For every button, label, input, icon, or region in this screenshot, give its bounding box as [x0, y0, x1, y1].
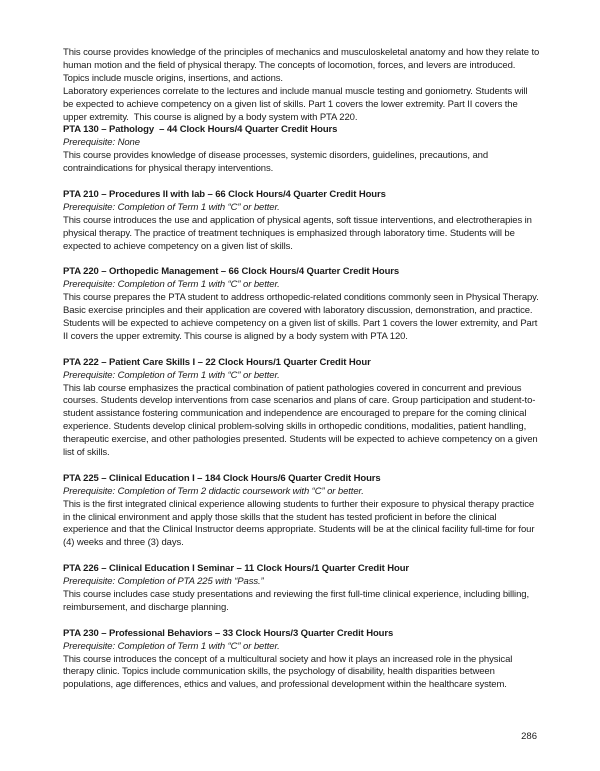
intro-paragraph-1: This course provides knowledge of the principles of mechanics and musculoskeletal anatomy and how they relate to human motion and the field of physical therapy. The concepts of locomotion, forces, and levers are introduced. Topics include muscle origins, insertions, and actions. — [63, 47, 542, 84]
course-description: This course introduces the use and application of physical agents, soft tissue interventions, and electrotherapies in physical therapy. The practice of treatment techniques is emphasized through laboratory time. Students will be expected to achieve competency on a given list of skills. — [63, 214, 535, 252]
course-prerequisite: Prerequisite: Completion of Term 2 didactic coursework with “C” or better. — [63, 485, 364, 497]
course-section-pta-230 — [63, 628, 540, 693]
document-page — [63, 47, 540, 705]
course-prerequisite: Prerequisite: Completion of PTA 225 with “Pass.” — [63, 576, 264, 588]
course-title: PTA 130 – Pathology – 44 Clock Hours/4 Quarter Credit Hours — [63, 124, 338, 136]
course-title: PTA 226 – Clinical Education I Seminar – 11 Clock Hours/1 Quarter Credit Hour — [63, 563, 410, 575]
course-title: PTA 230 – Professional Behaviors – 33 Clock Hours/3 Quarter Credit Hours — [63, 627, 394, 639]
course-section-pta-130 — [63, 124, 540, 176]
course-description: This course provides knowledge of disease processes, systemic disorders, guidelines, precautions, and contraindications for physical therapy interventions. — [63, 150, 491, 175]
course-title: PTA 225 – Clinical Education I – 184 Clock Hours/6 Quarter Credit Hours — [63, 472, 381, 484]
course-description: This course includes case study presentations and reviewing the first full-time clinical experience, including billing, reimbursement, and discharge planning. — [63, 588, 532, 613]
course-section-pta-226 — [63, 563, 540, 615]
course-section-pta-220 — [63, 266, 540, 343]
course-section-pta-210 — [63, 189, 540, 254]
page-number: 286 — [521, 731, 537, 742]
course-prerequisite: Prerequisite: None — [63, 137, 140, 149]
course-prerequisite: Prerequisite: Completion of Term 1 with “C” or better. — [63, 369, 280, 381]
course-prerequisite: Prerequisite: Completion of Term 1 with “C” or better. — [63, 279, 280, 291]
course-description: This course prepares the PTA student to address orthopedic-related conditions commonly seen in Physical Therapy. Basic exercise principles and their application are covered with laboratory discussion, demonstration, and practice. Students will be expected to achieve competency on a given list of skills. Part 1 covers the lower extremity, and Part II covers the upper extremity. This course is aligned by a body system with PTA 120. — [63, 292, 542, 342]
course-prerequisite: Prerequisite: Completion of Term 1 with “C” or better. — [63, 640, 280, 652]
intro-paragraph-2: Laboratory experiences correlate to the lectures and include manual muscle testing and goniometry. Students will be expected to achieve competency on a given list of skills. Part 1 covers the lower extremity. Part II covers the upper extremity. This course is aligned by a body system with PTA 220. — [63, 85, 530, 123]
course-title: PTA 220 – Orthopedic Management – 66 Clock Hours/4 Quarter Credit Hours — [63, 266, 400, 278]
course-title: PTA 210 – Procedures II with lab – 66 Clock Hours/4 Quarter Credit Hours — [63, 188, 386, 200]
course-description: This lab course emphasizes the practical combination of patient pathologies covered in concurrent and previous courses. Students develop interventions from case scenarios and plans of care. Group participation and student-to-student assistance fostering communication and independence are encouraged to prepare for the coming clinical experience. Students develop clinical problem-solving skills in orthopedic conditions, modalities, patient handling, therapeutic exercise, and other pathologies presented. Students will be expected to achieve competency on a given list of skills. — [63, 382, 541, 459]
course-description: This course introduces the concept of a multicultural society and how it plays an increased role in the physical therapy clinic. Topics include communication skills, the psychology of disability, health disparities between populations, age differences, ethics and values, and professional development within the healthcare system. — [63, 653, 515, 691]
course-description: This is the first integrated clinical experience allowing students to further their exposure to physical therapy practice in the clinical environment and apply those skills that the student has tested proficient in before the clinical experience and that the Clinical Instructor deems appropriate. Students will be at the clinical facility full-time for four (4) weeks and three (3) days. — [63, 498, 537, 549]
course-section-pta-222 — [63, 357, 540, 460]
course-prerequisite: Prerequisite: Completion of Term 1 with “C” or better. — [63, 201, 280, 213]
course-title: PTA 222 – Patient Care Skills I – 22 Clock Hours/1 Quarter Credit Hour — [63, 356, 371, 368]
course-section-pta-225 — [63, 473, 540, 550]
